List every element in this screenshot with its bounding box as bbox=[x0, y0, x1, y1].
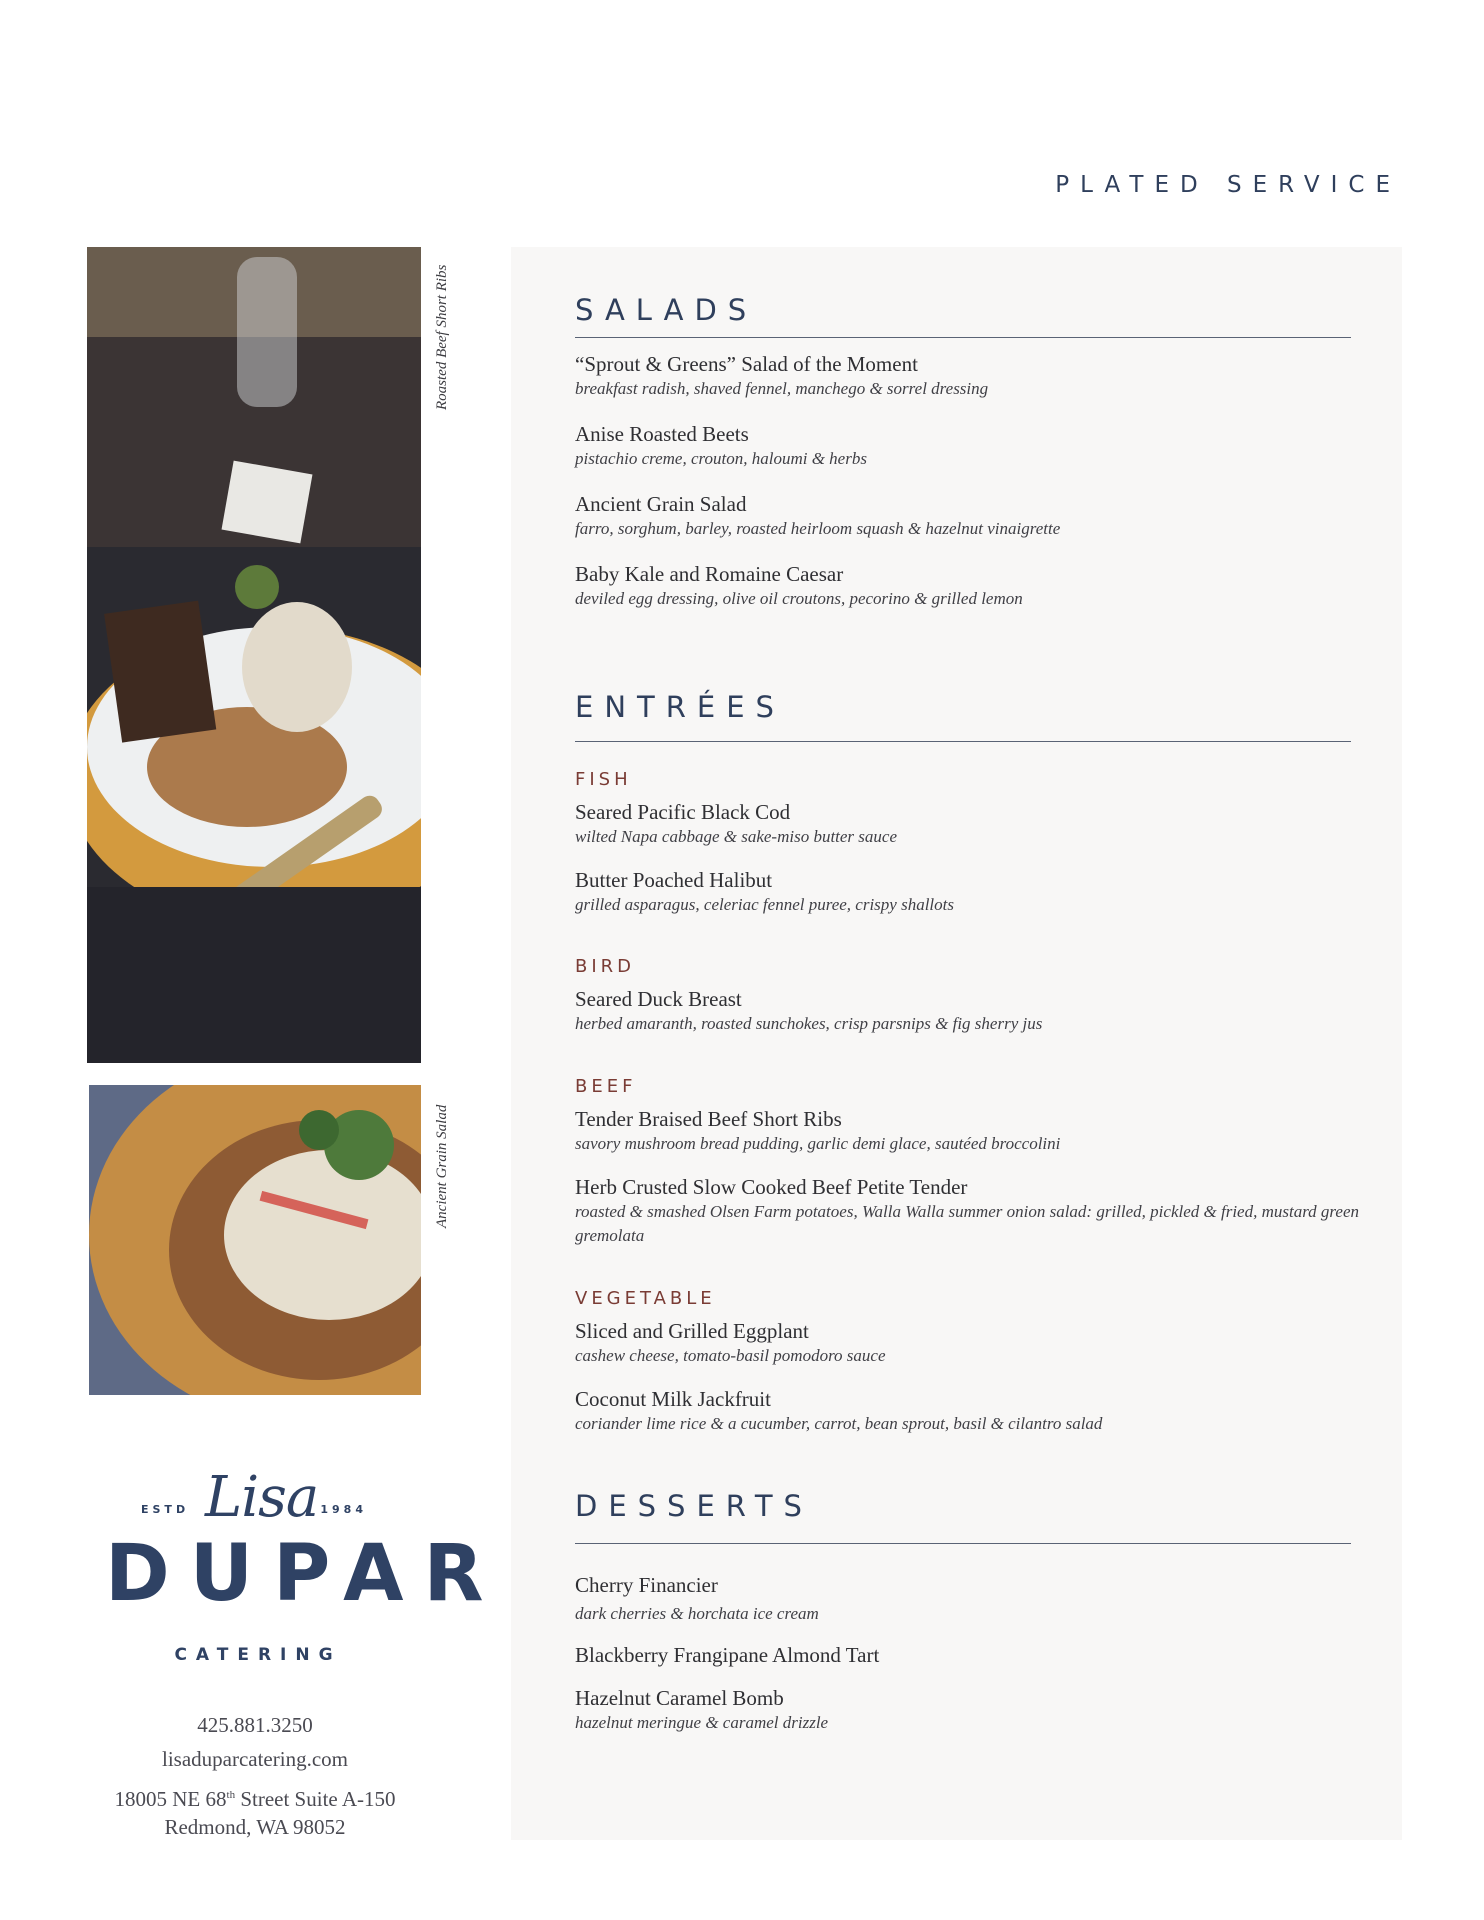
grain-salad-photo bbox=[89, 1085, 421, 1395]
menu-item bbox=[575, 1642, 1365, 1668]
menu-item bbox=[575, 491, 1365, 541]
menu-item bbox=[575, 1106, 1365, 1156]
item-name: Cherry Financier bbox=[575, 1573, 718, 1597]
item-name: Butter Poached Halibut bbox=[575, 868, 773, 892]
section-title-entrees: ENTRÉES bbox=[575, 690, 785, 724]
menu-item bbox=[575, 351, 1365, 401]
lisa-dupar-logo bbox=[87, 1465, 504, 1665]
short-ribs-caption: Roasted Beef Short Ribs bbox=[434, 264, 450, 410]
logo-script: Lisa bbox=[205, 1465, 319, 1530]
logo-year: 1984 bbox=[320, 1503, 367, 1516]
menu-panel bbox=[511, 247, 1402, 1840]
item-desc: pistachio creme, crouton, haloumi & herbs bbox=[575, 449, 867, 468]
item-desc: hazelnut meringue & caramel drizzle bbox=[575, 1713, 829, 1732]
item-name: Seared Duck Breast bbox=[575, 987, 742, 1011]
item-desc: cashew cheese, tomato-basil pomodoro sauce bbox=[575, 1346, 886, 1365]
menu-item bbox=[575, 561, 1365, 611]
menu-item bbox=[575, 1386, 1365, 1436]
category-bird: BIRD bbox=[575, 956, 636, 977]
grain-salad-caption: Ancient Grain Salad bbox=[434, 1104, 450, 1228]
menu-item bbox=[575, 986, 1365, 1036]
menu-item bbox=[575, 1685, 1365, 1735]
section-title-salads: SALADS bbox=[575, 293, 758, 327]
logo-estd: ESTD bbox=[141, 1503, 190, 1516]
short-ribs-photo bbox=[87, 247, 421, 1063]
menu-item bbox=[575, 421, 1365, 471]
section-divider bbox=[575, 1543, 1351, 1544]
address-suffix: th bbox=[226, 1789, 236, 1801]
address bbox=[70, 1781, 440, 1841]
item-name: Anise Roasted Beets bbox=[575, 422, 749, 446]
address-street: Street Suite A-150 bbox=[235, 1787, 396, 1811]
section-divider bbox=[575, 337, 1351, 338]
item-name: Blackberry Frangipane Almond Tart bbox=[575, 1643, 880, 1667]
item-name: Coconut Milk Jackfruit bbox=[575, 1387, 771, 1411]
section-title-desserts: DESSERTS bbox=[575, 1489, 813, 1523]
item-name: Ancient Grain Salad bbox=[575, 492, 747, 516]
item-name: Tender Braised Beef Short Ribs bbox=[575, 1107, 842, 1131]
logo-name: DUPAR bbox=[105, 1529, 504, 1619]
item-name: Seared Pacific Black Cod bbox=[575, 800, 791, 824]
category-fish: FISH bbox=[575, 769, 632, 790]
menu-item bbox=[575, 1318, 1365, 1368]
item-desc: roasted & smashed Olsen Farm potatoes, Walla Walla summer onion salad: grilled, pickled & fried, mustard green gremolata bbox=[575, 1202, 1360, 1245]
menu-item bbox=[575, 867, 1365, 917]
item-name: Herb Crusted Slow Cooked Beef Petite Tender bbox=[575, 1175, 968, 1199]
phone-number: 425.881.3250 bbox=[197, 1713, 313, 1737]
item-name: Sliced and Grilled Eggplant bbox=[575, 1319, 809, 1343]
menu-item bbox=[575, 1572, 1365, 1626]
address-city: Redmond, WA 98052 bbox=[164, 1815, 346, 1839]
page-title: PLATED SERVICE bbox=[1055, 172, 1401, 198]
section-divider bbox=[575, 741, 1351, 742]
contact-info bbox=[70, 1713, 440, 1850]
item-desc: breakfast radish, shaved fennel, manchego & sorrel dressing bbox=[575, 379, 989, 398]
item-desc: coriander lime rice & a cucumber, carrot, bean sprout, basil & cilantro salad bbox=[575, 1414, 1103, 1433]
item-name: “Sprout & Greens” Salad of the Moment bbox=[575, 352, 918, 376]
address-street-number: 18005 NE 68 bbox=[114, 1787, 227, 1811]
item-name: Baby Kale and Romaine Caesar bbox=[575, 562, 844, 586]
item-desc: dark cherries & horchata ice cream bbox=[575, 1604, 819, 1623]
item-desc: savory mushroom bread pudding, garlic demi glace, sautéed broccolini bbox=[575, 1134, 1061, 1153]
category-beef: BEEF bbox=[575, 1076, 637, 1097]
item-name: Hazelnut Caramel Bomb bbox=[575, 1686, 784, 1710]
menu-item bbox=[575, 1174, 1365, 1248]
item-desc: farro, sorghum, barley, roasted heirloom squash & hazelnut vinaigrette bbox=[575, 519, 1061, 538]
menu-item bbox=[575, 799, 1365, 849]
item-desc: grilled asparagus, celeriac fennel puree, crispy shallots bbox=[575, 895, 954, 914]
item-desc: deviled egg dressing, olive oil croutons, pecorino & grilled lemon bbox=[575, 589, 1023, 608]
logo-sub: CATERING bbox=[174, 1645, 342, 1665]
item-desc: herbed amaranth, roasted sunchokes, crisp parsnips & fig sherry jus bbox=[575, 1014, 1043, 1033]
category-vegetable: VEGETABLE bbox=[575, 1288, 716, 1309]
item-desc: wilted Napa cabbage & sake-miso butter sauce bbox=[575, 827, 898, 846]
website-link[interactable]: lisaduparcatering.com bbox=[161, 1747, 348, 1771]
